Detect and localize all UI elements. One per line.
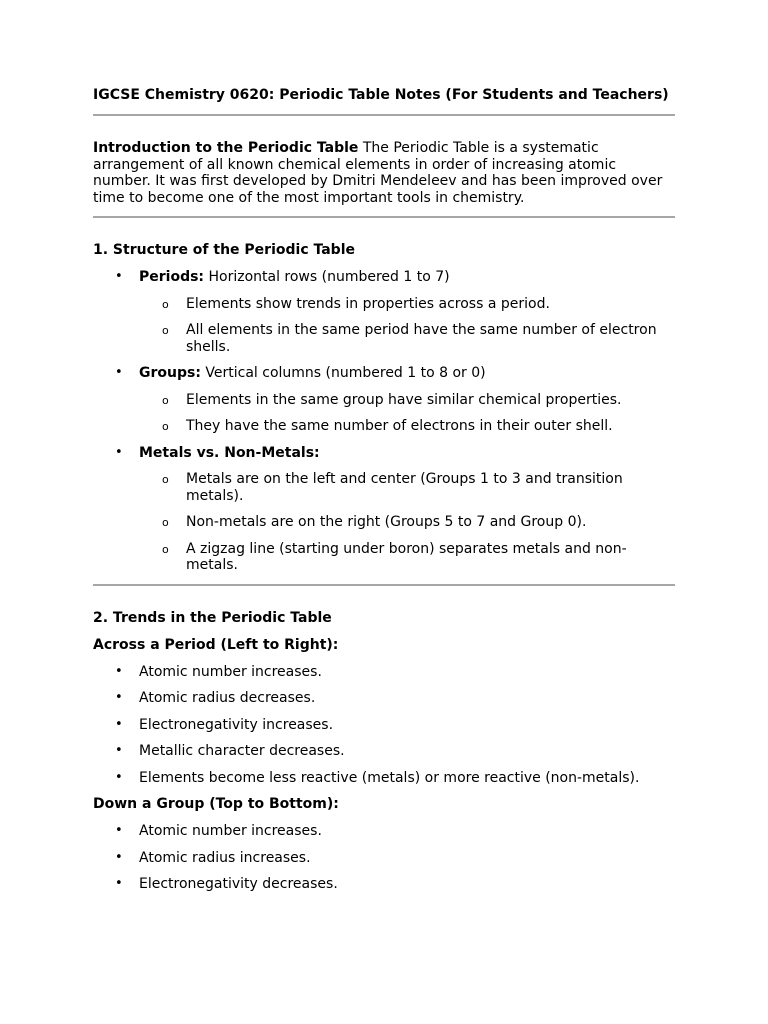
across-period-heading: Across a Period (Left to Right): <box>93 636 339 653</box>
circle-bullet-icon: o <box>162 420 169 433</box>
intro-paragraph <box>93 140 675 206</box>
sub-list-item <box>139 418 675 435</box>
structure-list <box>93 269 675 574</box>
down-group-list <box>93 823 675 893</box>
list-item-lead: Groups: <box>139 365 201 381</box>
document-title: IGCSE Chemistry 0620: Periodic Table Notes (For Students and Teachers) <box>93 87 669 103</box>
bullet-icon: • <box>115 269 123 284</box>
list-item-text: Atomic number increases. <box>139 663 322 680</box>
list-item-groups <box>93 365 675 435</box>
list-item-text: Horizontal rows (numbered 1 to 7) <box>204 269 450 285</box>
list-item <box>93 876 675 893</box>
sub-list-item-text: Non-metals are on the right (Groups 5 to 7 and Group 0). <box>186 514 587 530</box>
list-item-text: Metallic character decreases. <box>139 743 345 759</box>
across-period-list <box>93 664 675 787</box>
sub-list-item <box>139 541 675 574</box>
intro-divider <box>93 216 675 218</box>
list-item <box>93 770 675 787</box>
list-item-text: Atomic number increases. <box>139 823 322 839</box>
sub-list-item <box>139 322 675 355</box>
sub-list <box>139 392 675 435</box>
list-item-text: Electronegativity increases. <box>139 716 334 733</box>
sub-list-item-text: Elements in the same group have similar chemical properties. <box>186 391 622 408</box>
bullet-icon: • <box>115 365 123 380</box>
list-item-text: Atomic radius decreases. <box>139 690 316 706</box>
list-item <box>93 664 675 681</box>
title-divider <box>93 114 675 116</box>
sub-list-item-text: They have the same number of electrons in their outer shell. <box>186 418 613 434</box>
sub-list-item-text: All elements in the same period have the same number of electron shells. <box>186 322 657 355</box>
list-item <box>93 743 675 760</box>
list-item <box>93 850 675 867</box>
section-1-divider <box>93 584 675 586</box>
circle-bullet-icon: o <box>162 473 169 486</box>
circle-bullet-icon: o <box>162 542 169 556</box>
bullet-icon: • <box>115 743 123 758</box>
list-item-lead: Metals vs. Non-Metals: <box>139 444 320 461</box>
bullet-icon: • <box>115 769 123 785</box>
list-item-text: Electronegativity decreases. <box>139 876 338 892</box>
bullet-icon: • <box>115 444 123 460</box>
list-item <box>93 717 675 734</box>
list-item-text: Atomic radius increases. <box>139 849 311 866</box>
section-1-heading: 1. Structure of the Periodic Table <box>93 242 356 258</box>
bullet-icon: • <box>115 849 123 865</box>
bullet-icon: • <box>115 823 123 838</box>
list-item-text: Elements become less reactive (metals) or more reactive (non-metals). <box>139 769 640 786</box>
bullet-icon: • <box>115 876 123 891</box>
sub-list-item <box>139 296 675 313</box>
sub-list-item-text: A zigzag line (starting under boron) separates metals and non-metals. <box>186 540 627 573</box>
circle-bullet-icon: o <box>162 297 169 311</box>
sub-list-item-text: Elements show trends in properties across a period. <box>186 295 550 312</box>
sub-list-item <box>139 514 675 531</box>
section-2-heading: 2. Trends in the Periodic Table <box>93 609 332 626</box>
sub-list <box>139 471 675 574</box>
sub-list-item-text: Metals are on the left and center (Groups 1 to 3 and transition metals). <box>186 471 623 504</box>
intro-heading: Introduction to the Periodic Table <box>93 140 359 156</box>
circle-bullet-icon: o <box>162 516 169 529</box>
sub-list-item <box>139 392 675 409</box>
list-item-lead: Periods: <box>139 269 205 285</box>
list-item-metals-vs-nonmetals <box>93 445 675 574</box>
down-group-heading: Down a Group (Top to Bottom): <box>93 796 339 812</box>
bullet-icon: • <box>115 663 123 679</box>
list-item-text: Vertical columns (numbered 1 to 8 or 0) <box>200 365 486 381</box>
list-item <box>93 823 675 840</box>
intro-text: The Periodic Table is a systematic arrangement of all known chemical elements in order of increasing atomic number. It was first developed by Dmitri Mendeleev and has been improved over time to become one of the most important tools in chemistry. <box>93 140 663 206</box>
bullet-icon: • <box>115 690 123 705</box>
sub-list-item <box>139 471 675 504</box>
list-item <box>93 690 675 707</box>
list-item-periods <box>93 269 675 355</box>
circle-bullet-icon: o <box>162 324 169 337</box>
bullet-icon: • <box>115 716 123 732</box>
document-page <box>93 87 675 893</box>
circle-bullet-icon: o <box>162 393 169 407</box>
sub-list <box>139 296 675 356</box>
